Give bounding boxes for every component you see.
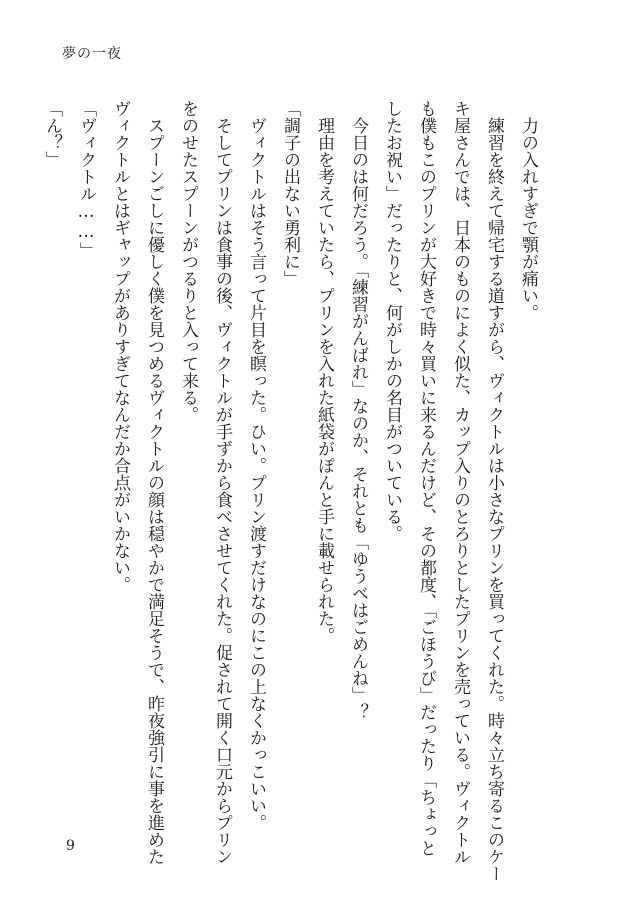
text-line: スプーンごしに優しく僕を見つめるヴィクトルの顔は穏やかで満足そうで、昨夜強引に事を進めた bbox=[144, 100, 164, 865]
text-line: 力の入れすぎで顎が痛い。 bbox=[518, 100, 538, 321]
body-text bbox=[42, 100, 545, 882]
text-line: 理由を考えていたら、プリンを入れた紙袋がぽんと手に載せられた。 bbox=[314, 100, 334, 644]
text-line: そしてプリンは食事の後、ヴィクトルが手ずから食べさせてくれた。促されて開く口元からプリン bbox=[212, 100, 232, 865]
text-line: ヴィクトルはそう言って片目を瞑った。ひい。プリン渡すだけなのにこの上なくかっこいい。 bbox=[246, 100, 266, 831]
text-line: キ屋さんでは、日本のものによく似た、カップ入りのとろりとしたプリンを売っている。ヴィクトル bbox=[450, 100, 470, 865]
text-line: したお祝い」だったりと、何がしかの名目がついている。 bbox=[382, 100, 402, 542]
text-line: 練習を終えて帰宅する道すがら、ヴィクトルは小さなプリンを買ってくれた。時々立ち寄るこのケー bbox=[484, 100, 504, 882]
text-line: 「ん？」 bbox=[42, 100, 62, 168]
page-number: 9 bbox=[66, 838, 75, 854]
text-line: 「ヴィクトル……」 bbox=[76, 100, 96, 259]
running-head: 夢の一夜 bbox=[62, 46, 122, 62]
text-line: も僕もこのプリンが大好きで時々買いに来るんだけど、その都度、「ごほうび」だったり「ちょっと bbox=[416, 100, 436, 857]
text-line: 今日のは何だろう。「練習がんばれ」なのか、それとも「ゆうべはごめんね」？ bbox=[348, 100, 368, 721]
text-line: をのせたスプーンがつるりと入って来る。 bbox=[178, 100, 198, 423]
text-line: ヴィクトルとはギャップがありすぎてなんだか合点がいかない。 bbox=[110, 100, 130, 593]
text-line: 「調子の出ない勇利に」 bbox=[280, 100, 300, 287]
